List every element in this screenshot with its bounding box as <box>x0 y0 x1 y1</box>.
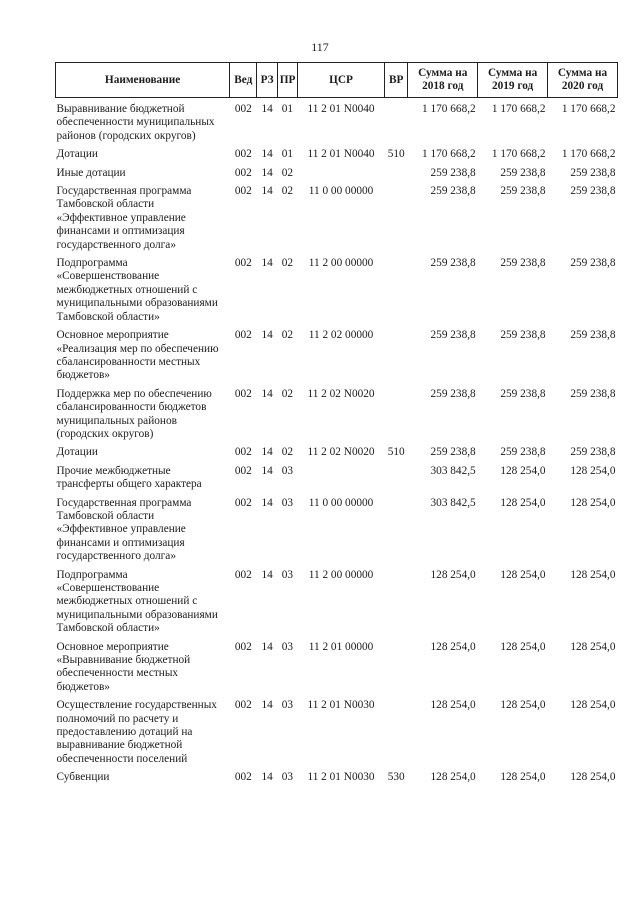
cell-ved: 002 <box>234 103 252 115</box>
cell-name: Дотации <box>56 446 98 459</box>
table-row <box>56 383 618 442</box>
table-row <box>56 636 618 695</box>
cell-vr <box>385 383 408 442</box>
cell-vr <box>385 694 408 766</box>
cell-sum-2019: 259 238,8 <box>500 257 546 270</box>
cell-ved: 002 <box>234 464 252 477</box>
table-row <box>56 766 618 784</box>
cell-name: Основное мероприятие «Реализация мер по обеспечению сбалансированности местных бюджетов» <box>56 329 219 382</box>
table-row <box>56 98 618 144</box>
cell-name: Подпрограмма «Совершенствование межбюджетных отношений с муниципальными образованиями Тамбовской области» <box>56 257 218 323</box>
header-name: Наименование <box>56 63 230 98</box>
cell-ved: 002 <box>234 185 252 198</box>
cell-pr: 01 <box>281 103 293 115</box>
cell-csr: 11 2 00 00000 <box>308 257 374 270</box>
cell-csr <box>297 460 384 492</box>
table-row <box>56 180 618 252</box>
cell-sum-2018: 259 238,8 <box>430 446 476 459</box>
cell-csr: 11 2 00 00000 <box>308 568 374 581</box>
table-row <box>56 460 618 492</box>
cell-rz: 14 <box>261 464 273 477</box>
cell-name: Прочие межбюджетные трансферты общего характера <box>56 464 202 491</box>
cell-csr: 11 2 01 N0040 <box>307 148 375 161</box>
table-row <box>56 162 618 180</box>
cell-name: Осуществление государственных полномочий по расчету и предоставлению дотаций на выравнивание бюджетной обеспеченности поселений <box>56 699 217 765</box>
cell-rz: 14 <box>261 446 273 459</box>
cell-sum-2018: 259 238,8 <box>430 185 476 198</box>
cell-ved: 002 <box>234 640 252 653</box>
cell-name: Основное мероприятие «Выравнивание бюджетной обеспеченности местных бюджетов» <box>56 640 191 693</box>
cell-sum-2019: 128 254,0 <box>500 496 546 509</box>
cell-vr: 510 <box>387 446 405 459</box>
cell-pr: 02 <box>281 257 293 270</box>
cell-sum-2018: 259 238,8 <box>430 257 476 270</box>
cell-name: Субвенции <box>56 771 110 784</box>
cell-sum-2020: 128 254,0 <box>570 771 616 784</box>
cell-vr <box>385 492 408 564</box>
cell-csr: 11 0 00 00000 <box>308 496 374 509</box>
cell-sum-2019: 128 254,0 <box>500 699 546 712</box>
cell-pr: 03 <box>281 699 293 712</box>
cell-sum-2020: 259 238,8 <box>570 166 616 179</box>
cell-vr <box>385 252 408 324</box>
cell-ved: 002 <box>234 387 252 400</box>
cell-sum-2019: 259 238,8 <box>500 185 546 198</box>
cell-sum-2020: 259 238,8 <box>570 185 616 198</box>
cell-pr: 02 <box>281 387 293 400</box>
cell-csr: 11 2 01 N0040 <box>307 103 375 115</box>
table-row <box>56 324 618 383</box>
cell-name: Иные дотации <box>56 166 126 179</box>
cell-vr <box>385 98 408 144</box>
cell-sum-2018: 128 254,0 <box>430 771 476 784</box>
cell-name: Поддержка мер по обеспечению сбалансированности бюджетов муниципальных районов (городских округов) <box>56 387 212 440</box>
cell-sum-2018: 303 842,5 <box>430 496 476 509</box>
cell-pr: 03 <box>281 640 293 653</box>
cell-sum-2018: 128 254,0 <box>430 568 476 581</box>
cell-sum-2019: 1 170 668,2 <box>491 148 546 161</box>
cell-sum-2018: 128 254,0 <box>430 699 476 712</box>
cell-rz: 14 <box>261 496 273 509</box>
cell-sum-2019: 259 238,8 <box>500 446 546 459</box>
cell-sum-2019: 128 254,0 <box>500 464 546 477</box>
cell-rz: 14 <box>261 329 273 342</box>
table-row <box>56 492 618 564</box>
cell-pr: 03 <box>281 771 293 784</box>
cell-pr: 03 <box>281 464 293 477</box>
cell-csr: 11 2 01 N0030 <box>307 699 375 712</box>
header-sum-2018: Сумма на 2018 год <box>408 63 478 98</box>
cell-rz: 14 <box>261 568 273 581</box>
cell-pr: 02 <box>281 329 293 342</box>
cell-sum-2018: 303 842,5 <box>430 464 476 477</box>
cell-ved: 002 <box>234 496 252 509</box>
table-body <box>56 98 618 785</box>
cell-ved: 002 <box>234 257 252 270</box>
cell-rz: 14 <box>261 148 273 161</box>
cell-sum-2018: 1 170 668,2 <box>422 103 476 115</box>
cell-pr: 01 <box>281 148 293 161</box>
cell-name: Дотации <box>56 148 98 161</box>
header-vr: ВР <box>385 63 408 98</box>
cell-ved: 002 <box>234 699 252 712</box>
cell-sum-2019: 128 254,0 <box>500 640 546 653</box>
cell-pr: 03 <box>281 568 293 581</box>
cell-ved: 002 <box>234 771 252 784</box>
cell-sum-2020: 128 254,0 <box>570 464 616 477</box>
cell-sum-2020: 128 254,0 <box>570 496 616 509</box>
cell-csr: 11 2 02 00000 <box>308 329 374 342</box>
cell-ved: 002 <box>234 166 252 179</box>
cell-sum-2018: 1 170 668,2 <box>422 148 476 161</box>
cell-sum-2018: 259 238,8 <box>430 387 476 400</box>
header-sum-2019: Сумма на 2019 год <box>478 63 548 98</box>
cell-rz: 14 <box>261 257 273 270</box>
cell-sum-2019: 128 254,0 <box>500 771 546 784</box>
cell-sum-2018: 259 238,8 <box>430 329 476 342</box>
cell-pr: 02 <box>281 166 293 179</box>
cell-sum-2019: 1 170 668,2 <box>491 103 546 115</box>
cell-name: Подпрограмма «Совершенствование межбюджетных отношений с муниципальными образованиями Тамбовской области» <box>56 568 218 635</box>
cell-csr: 11 2 02 N0020 <box>307 387 375 400</box>
cell-sum-2020: 259 238,8 <box>570 446 616 459</box>
cell-vr <box>385 180 408 252</box>
cell-rz: 14 <box>261 771 273 784</box>
cell-sum-2019: 259 238,8 <box>500 387 546 400</box>
cell-ved: 002 <box>234 148 252 161</box>
cell-rz: 14 <box>261 166 273 179</box>
cell-csr <box>297 162 384 180</box>
cell-vr: 530 <box>387 771 405 784</box>
cell-sum-2020: 1 170 668,2 <box>561 148 616 161</box>
cell-sum-2018: 259 238,8 <box>430 166 476 179</box>
cell-csr: 11 2 02 N0020 <box>307 446 375 459</box>
cell-sum-2020: 259 238,8 <box>570 257 616 270</box>
cell-csr: 11 2 01 00000 <box>308 640 374 653</box>
cell-name: Государственная программа Тамбовской области «Эффективное управление финансами и оптимизация государственного долга» <box>56 496 192 563</box>
cell-sum-2020: 259 238,8 <box>570 387 616 400</box>
cell-sum-2018: 128 254,0 <box>430 640 476 653</box>
cell-vr <box>385 162 408 180</box>
cell-sum-2019: 259 238,8 <box>500 166 546 179</box>
budget-table <box>55 62 618 785</box>
header-sum-2020: Сумма на 2020 год <box>548 63 618 98</box>
header-csr: ЦСР <box>297 63 384 98</box>
cell-vr <box>385 324 408 383</box>
cell-vr <box>385 564 408 636</box>
cell-rz: 14 <box>261 640 273 653</box>
table-header-row <box>56 63 618 98</box>
cell-ved: 002 <box>234 446 252 459</box>
cell-csr: 11 2 01 N0030 <box>307 771 375 784</box>
header-rz: РЗ <box>257 63 277 98</box>
cell-pr: 03 <box>281 496 293 509</box>
header-pr: ПР <box>277 63 297 98</box>
table-row <box>56 252 618 324</box>
cell-ved: 002 <box>234 568 252 581</box>
cell-rz: 14 <box>261 185 273 198</box>
page-number: 117 <box>311 40 329 54</box>
cell-ved: 002 <box>234 329 252 342</box>
cell-pr: 02 <box>281 446 293 459</box>
cell-rz: 14 <box>261 699 273 712</box>
cell-pr: 02 <box>281 185 293 198</box>
table-row <box>56 441 618 459</box>
cell-sum-2019: 259 238,8 <box>500 329 546 342</box>
cell-rz: 14 <box>261 387 273 400</box>
table-row <box>56 694 618 766</box>
cell-vr <box>385 636 408 695</box>
cell-sum-2020: 1 170 668,2 <box>561 103 616 115</box>
cell-sum-2020: 128 254,0 <box>570 568 616 581</box>
table-row <box>56 143 618 161</box>
cell-csr: 11 0 00 00000 <box>308 185 374 198</box>
cell-sum-2020: 259 238,8 <box>570 329 616 342</box>
cell-sum-2020: 128 254,0 <box>570 699 616 712</box>
cell-name: Выравнивание бюджетной обеспеченности муниципальных районов (городских округов) <box>56 103 215 142</box>
header-ved: Вед <box>230 63 257 98</box>
cell-rz: 14 <box>261 103 273 115</box>
cell-name: Государственная программа Тамбовской области «Эффективное управление финансами и оптимизация государственного долга» <box>56 185 192 251</box>
cell-sum-2020: 128 254,0 <box>570 640 616 653</box>
cell-vr: 510 <box>387 148 405 161</box>
table-row <box>56 564 618 636</box>
cell-sum-2019: 128 254,0 <box>500 568 546 581</box>
cell-vr <box>385 460 408 492</box>
